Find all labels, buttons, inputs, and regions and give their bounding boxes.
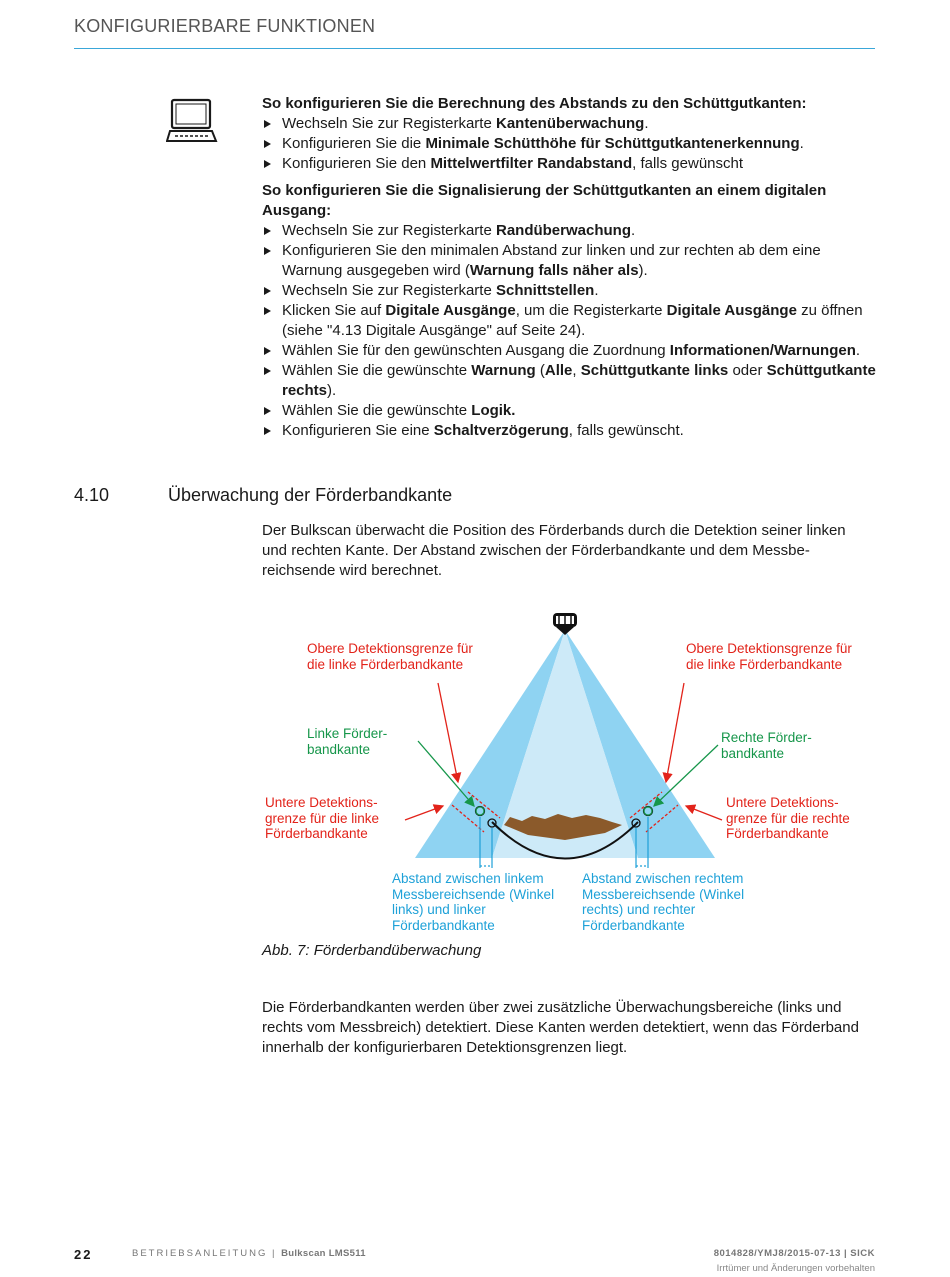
arrow-right-edge xyxy=(654,745,718,806)
list-item: Konfigurieren Sie den Mittelwertfilter Randabstand, falls gewünscht xyxy=(262,154,877,174)
list-item: Wählen Sie die gewünschte Logik. xyxy=(262,401,877,421)
label-lower-limit-right: Untere Detektionsgrenze für die rechte Förderbandkante xyxy=(726,795,850,841)
arrow-upper-right xyxy=(666,683,684,782)
block-configure-signal xyxy=(262,181,877,441)
footer-document-title: BETRIEBSANLEITUNG | Bulkscan LMS511 xyxy=(132,1248,366,1259)
arrow-left-edge xyxy=(418,741,474,806)
closing-paragraph: Die Förderbandkanten werden über zwei zusätzliche Überwachungsbereiche (links und rechts vom Messbreich) detektiert. Diese Kanten werden detektiert, wenn das Förderband innerhalb der konfigurierbaren Detektionsgrenzen liegt. xyxy=(262,999,859,1056)
label-lower-limit-left: Untere Detektionsgrenze für die linke Förderbandkante xyxy=(265,795,380,841)
label-distance-left: Abstand zwischen linkem Messbereichsende (Winkel links) und linker Förderbandkante xyxy=(392,871,555,933)
label-upper-limit-right: Obere Detektionsgrenze für die linke Förderbandkante xyxy=(686,641,852,672)
label-left-belt-edge: Linke Förderbandkante xyxy=(307,726,388,757)
list-item: Konfigurieren Sie die Minimale Schütthöhe für Schüttgutkantenerkennung. xyxy=(262,134,877,154)
page-header-title: KONFIGURIERBARE FUNKTIONEN xyxy=(74,16,376,36)
footer-document-id: 8014828/YMJ8/2015-07-13 | SICK xyxy=(713,1248,875,1259)
computer-icon xyxy=(166,98,218,144)
block-configure-distance xyxy=(262,94,877,174)
list-item: Wählen Sie die gewünschte Warnung (Alle, Schüttgutkante links oder Schüttgutkante rechts). xyxy=(262,361,877,401)
arrow-lower-left xyxy=(405,806,443,820)
list-item: Wechseln Sie zur Registerkarte Schnittstellen. xyxy=(262,281,877,301)
list-item: Wechseln Sie zur Registerkarte Randüberwachung. xyxy=(262,221,877,241)
conveyor-monitoring-figure xyxy=(260,605,880,940)
page-number: 22 xyxy=(74,1247,93,1262)
list-item: Klicken Sie auf Digitale Ausgänge, um die Registerkarte Digitale Ausgänge zu öffnen (siehe "4.13 Digitale Ausgänge" auf Seite 24). xyxy=(262,301,877,341)
section-title: Überwachung der Förderbandkante xyxy=(168,485,453,505)
sensor-icon xyxy=(553,613,577,635)
list-item: Konfigurieren Sie den minimalen Abstand zur linken und zur rechten ab dem eine Warnung ausgegeben wird (Warnung falls näher als). xyxy=(262,241,877,281)
block-title: So konfigurieren Sie die Berechnung des Abstands zu den Schüttgutkanten: xyxy=(262,95,807,112)
list-item: Wechseln Sie zur Registerkarte Kantenüberwachung. xyxy=(262,114,877,134)
figure-caption: Abb. 7: Förderbandüberwachung xyxy=(262,942,482,959)
list-item: Wählen Sie für den gewünschten Ausgang die Zuordnung Informationen/Warnungen. xyxy=(262,341,877,361)
list-item: Konfigurieren Sie eine Schaltverzögerung, falls gewünscht. xyxy=(262,421,877,441)
section-intro: Der Bulkscan überwacht die Position des Förderbands durch die Detektion seiner linken und rechten Kante. Der Abstand zwischen der Förderbandkante und dem Messbereichsende wird berechnet. xyxy=(262,522,846,579)
label-right-belt-edge: Rechte Förderbandkante xyxy=(721,730,812,761)
label-distance-right: Abstand zwischen rechtem Messbereichsende (Winkel rechts) und rechter Förderbandkante xyxy=(582,871,745,933)
block-title: So konfigurieren Sie die Signalisierung der Schüttgutkanten an einem digitalen Ausgang: xyxy=(262,182,827,219)
label-upper-limit-left: Obere Detektionsgrenze für die linke Förderbandkante xyxy=(307,641,473,672)
arrow-lower-right xyxy=(686,806,722,820)
header-divider xyxy=(74,48,875,49)
section-number: 4.10 xyxy=(74,485,110,505)
footer-disclaimer: Irrtümer und Änderungen vorbehalten xyxy=(716,1263,875,1274)
